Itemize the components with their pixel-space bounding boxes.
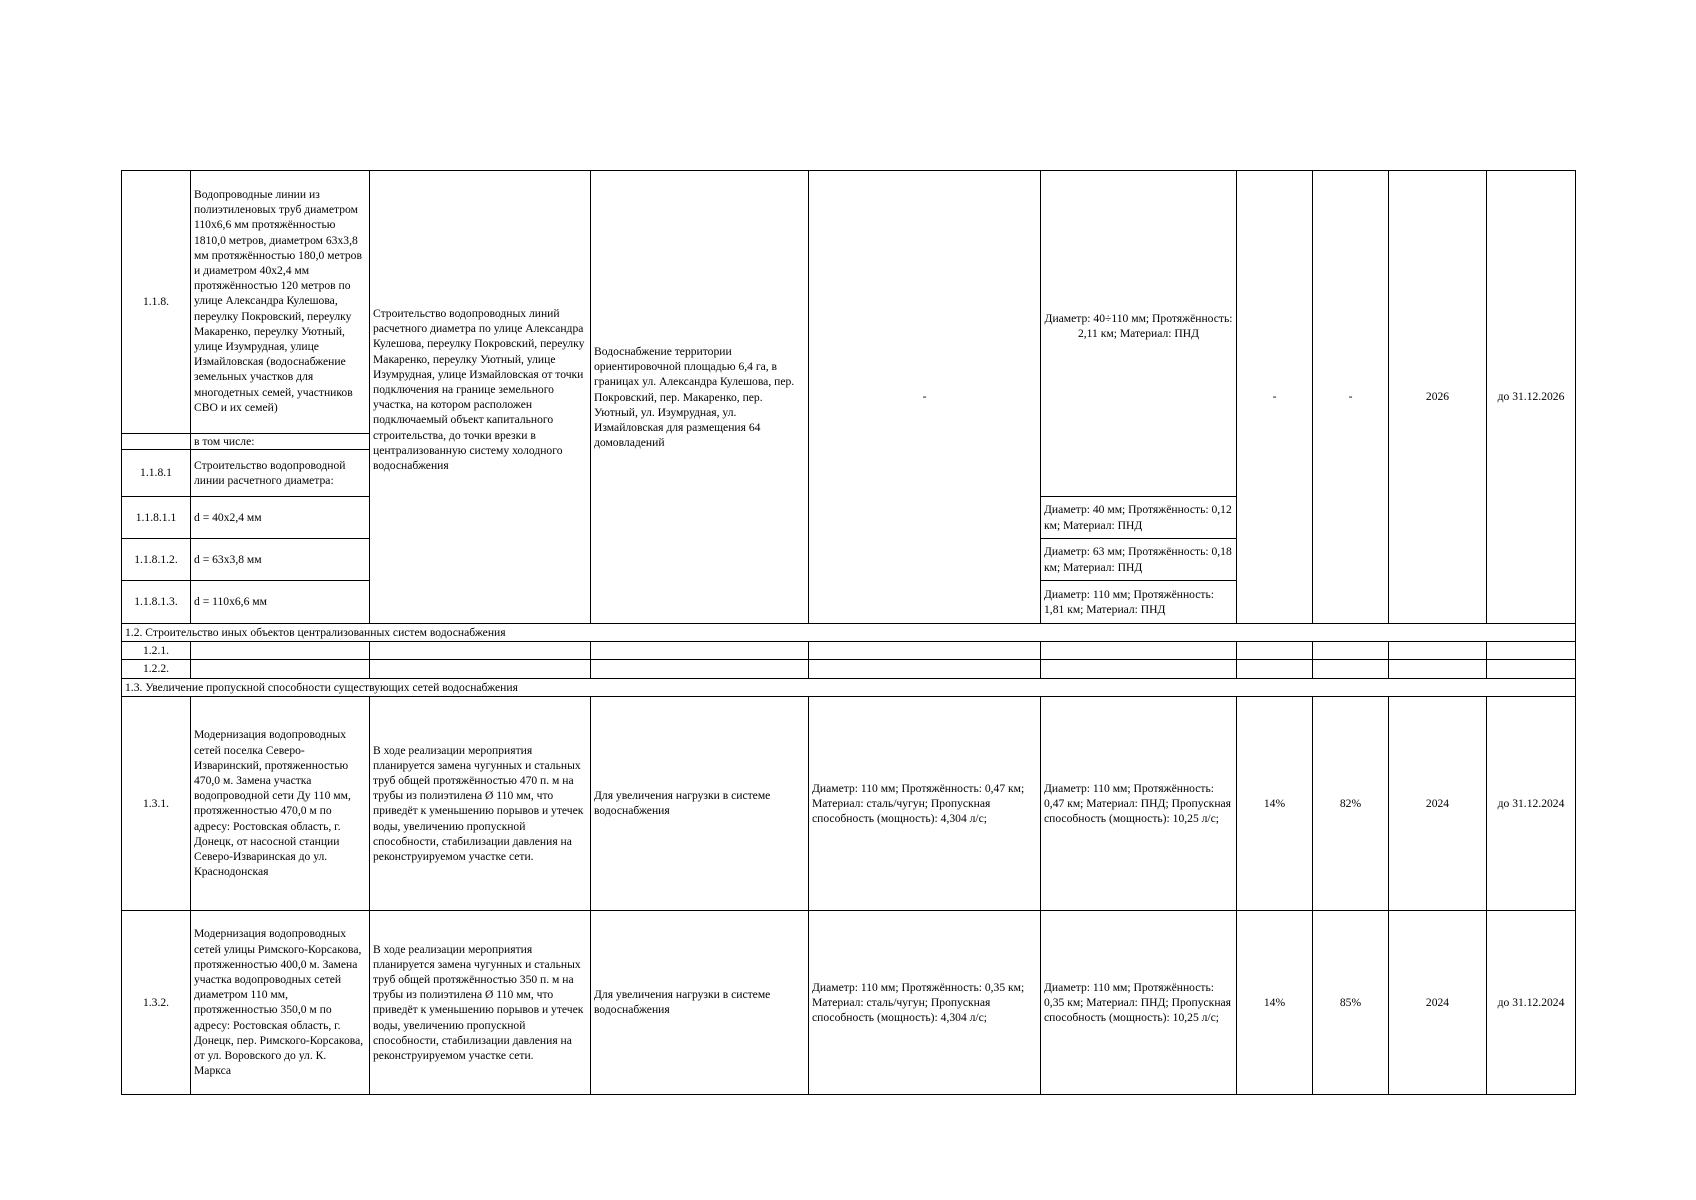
row-number: 1.1.8.1.2. [122,539,191,581]
value-before: Диаметр: 110 мм; Протяжённость: 0,47 км; Материал: сталь/чугун; Пропускная способность (мощность): 4,304 л/с; [809,696,1041,910]
row-number: 1.1.8.1.1 [122,497,191,539]
measure-name: d = 40х2,4 мм [191,497,370,539]
deadline-value: до 31.12.2026 [1487,171,1576,624]
measure-purpose: Для увеличения нагрузки в системе водоснабжения [591,696,809,910]
row-number: 1.1.8.1.3. [122,581,191,624]
section-title: 1.2. Строительство иных объектов централизованных систем водоснабжения [122,624,1576,642]
table-row [122,171,1576,434]
value-after: Диаметр: 110 мм; Протяжённость: 1,81 км; Материал: ПНД [1041,581,1237,624]
row-number: 1.2.1. [122,642,191,660]
wear-value-2: 82% [1313,696,1389,910]
wear-value-2: - [1313,171,1389,624]
table-row [122,910,1576,1094]
wear-value: - [1237,171,1313,624]
row-number: 1.1.8. [122,171,191,434]
measure-description: В ходе реализации мероприятия планируется замена чугунных и стальных труб общей протяжённостью 350 п. м на трубы из полиэтилена Ø 110 мм, что приведёт к уменьшению порывов и утечек воды, увеличению пропускной способности, стабилизации давления на реконструируемом участке сети. [370,910,591,1094]
row-number: 1.3.1. [122,696,191,910]
measure-name: Модернизация водопроводных сетей поселка Северо-Изваринский, протяженностью 470,0 м. Замена участка водопроводной сети Ду 110 мм, протяженностью 470,0 м по адресу: Ростовская область, г. Донецк, от насосной станции Северо-Изваринская до ул. Краснодонская [191,696,370,910]
section-title: 1.3. Увеличение пропускной способности существующих сетей водоснабжения [122,678,1576,696]
section-header-row [122,624,1576,642]
section-header-row [122,678,1576,696]
row-number: 1.2.2. [122,660,191,678]
wear-value-2: 85% [1313,910,1389,1094]
row-number: 1.3.2. [122,910,191,1094]
wear-value: 14% [1237,696,1313,910]
value-after: Диаметр: 110 мм; Протяжённость: 0,47 км; Материал: ПНД; Пропускная способность (мощность): 10,25 л/с; [1041,696,1237,910]
measure-purpose: Водоснабжение территории ориентировочной площадью 6,4 га, в границах ул. Александра Кулешова, пер. Покровский, пер. Макаренко, пер. Уютный, ул. Изумрудная, ул. Измайловская для размещения 64 домовладений [591,171,809,624]
table-row [122,696,1576,910]
year-value: 2026 [1389,171,1487,624]
measure-name: Строительство водопроводной линии расчетного диаметра: [191,450,370,497]
measure-name: d = 63х3,8 мм [191,539,370,581]
value-before: Диаметр: 110 мм; Протяжённость: 0,35 км; Материал: сталь/чугун; Пропускная способность (мощность): 4,304 л/с; [809,910,1041,1094]
value-after: Диаметр: 40 мм; Протяжённость: 0,12 км; Материал: ПНД [1041,497,1237,539]
including-label: в том числе: [191,434,370,450]
year-value: 2024 [1389,910,1487,1094]
wear-value: 14% [1237,910,1313,1094]
deadline-value: до 31.12.2024 [1487,910,1576,1094]
table-row [122,642,1576,660]
row-number: 1.1.8.1 [122,450,191,497]
measure-name: Водопроводные линии из полиэтиленовых труб диаметром 110х6,6 мм протяжённостью 1810,0 метров, диаметром 63х3,8 мм протяжённостью 180,0 метров и диаметром 40х2,4 мм протяжённостью 120 метров по улице Александра Кулешова, переулку Покровский, переулку Макаренко, переулку Уютный, улице Изумрудная, улице Измайловская (водоснабжение земельных участков для многодетных семей, участников СВО и их семей) [191,171,370,434]
measure-description: Строительство водопроводных линий расчетного диаметра по улице Александра Кулешова, переулку Покровский, переулку Макаренко, переулку Уютный, улице Изумрудная, улице Измайловская от точки подключения на границе земельного участка, на котором расположен подключаемый объект капитального строительства, до точки врезки в централизованную систему холодного водоснабжения [370,171,591,624]
value-before: - [809,171,1041,624]
measure-description: В ходе реализации мероприятия планируется замена чугунных и стальных труб общей протяжённостью 470 п. м на трубы из полиэтилена Ø 110 мм, что приведёт к уменьшению порывов и утечек воды, увеличению пропускной способности, стабилизации давления на реконструируемом участке сети. [370,696,591,910]
year-value: 2024 [1389,696,1487,910]
value-after: Диаметр: 40÷110 мм; Протяжённость: 2,11 км; Материал: ПНД [1041,171,1237,497]
measure-name: Модернизация водопроводных сетей улицы Римского-Корсакова, протяженностью 400,0 м. Замена участка водопроводных сетей диаметром 110 мм, протяженностью 350,0 м по адресу: Ростовская область, г. Донецк, пер. Римского-Корсакова, от ул. Воровского до ул. К. Маркса [191,910,370,1094]
table-row [122,660,1576,678]
value-after: Диаметр: 63 мм; Протяжённость: 0,18 км; Материал: ПНД [1041,539,1237,581]
measures-table [121,170,1576,1095]
value-after: Диаметр: 110 мм; Протяжённость: 0,35 км; Материал: ПНД; Пропускная способность (мощность): 10,25 л/с; [1041,910,1237,1094]
deadline-value: до 31.12.2024 [1487,696,1576,910]
measure-purpose: Для увеличения нагрузки в системе водоснабжения [591,910,809,1094]
measure-name: d = 110х6,6 мм [191,581,370,624]
